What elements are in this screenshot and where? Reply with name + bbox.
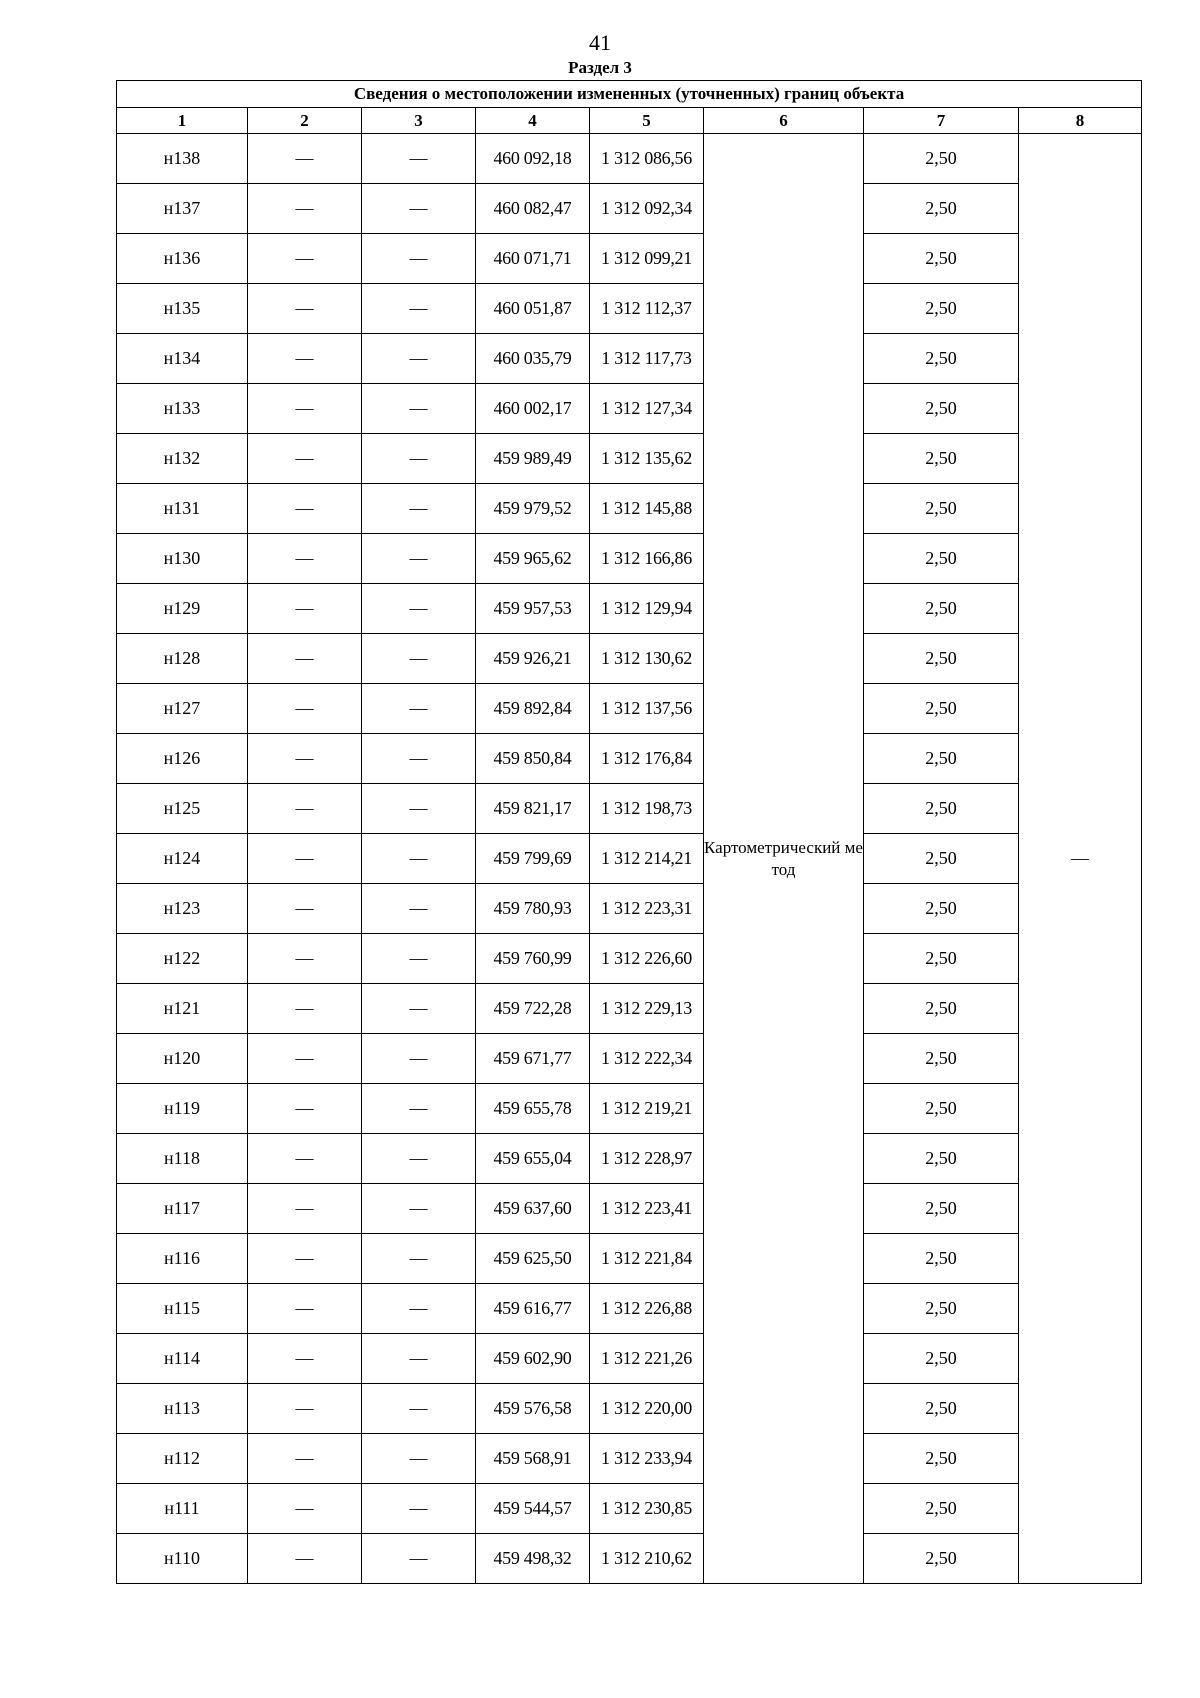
point-name-cell: н120: [117, 1034, 248, 1084]
column-2-cell: —: [248, 234, 362, 284]
x-coordinate-cell: 459 979,52: [476, 484, 590, 534]
y-coordinate-cell: 1 312 221,84: [590, 1234, 704, 1284]
accuracy-cell: 2,50: [864, 934, 1019, 984]
column-2-cell: —: [248, 1234, 362, 1284]
accuracy-cell: 2,50: [864, 334, 1019, 384]
x-coordinate-cell: 459 989,49: [476, 434, 590, 484]
x-coordinate-cell: 459 568,91: [476, 1434, 590, 1484]
x-coordinate-cell: 459 821,17: [476, 784, 590, 834]
accuracy-cell: 2,50: [864, 1534, 1019, 1584]
column-3-cell: —: [362, 1234, 476, 1284]
point-name-cell: н116: [117, 1234, 248, 1284]
y-coordinate-cell: 1 312 223,31: [590, 884, 704, 934]
column-3-cell: —: [362, 984, 476, 1034]
column-3-cell: —: [362, 184, 476, 234]
column-3-cell: —: [362, 384, 476, 434]
x-coordinate-cell: 459 602,90: [476, 1334, 590, 1384]
point-name-cell: н112: [117, 1434, 248, 1484]
y-coordinate-cell: 1 312 230,85: [590, 1484, 704, 1534]
x-coordinate-cell: 459 965,62: [476, 534, 590, 584]
point-name-cell: н118: [117, 1134, 248, 1184]
y-coordinate-cell: 1 312 117,73: [590, 334, 704, 384]
y-coordinate-cell: 1 312 099,21: [590, 234, 704, 284]
point-name-cell: н115: [117, 1284, 248, 1334]
column-2-cell: —: [248, 484, 362, 534]
y-coordinate-cell: 1 312 228,97: [590, 1134, 704, 1184]
y-coordinate-cell: 1 312 229,13: [590, 984, 704, 1034]
page-number: 41: [589, 30, 611, 55]
table-row: [117, 1084, 1142, 1134]
accuracy-cell: 2,50: [864, 634, 1019, 684]
accuracy-cell: 2,50: [864, 1234, 1019, 1284]
column-3-cell: —: [362, 534, 476, 584]
y-coordinate-cell: 1 312 222,34: [590, 1034, 704, 1084]
x-coordinate-cell: 459 671,77: [476, 1034, 590, 1084]
accuracy-cell: 2,50: [864, 1384, 1019, 1434]
column-3-cell: —: [362, 1034, 476, 1084]
column-2-cell: —: [248, 1084, 362, 1134]
column-3-cell: —: [362, 784, 476, 834]
y-coordinate-cell: 1 312 221,26: [590, 1334, 704, 1384]
column-3-cell: —: [362, 934, 476, 984]
column-number: 6: [704, 108, 864, 134]
point-name-cell: н127: [117, 684, 248, 734]
column-2-cell: —: [248, 1184, 362, 1234]
column-2-cell: —: [248, 1484, 362, 1534]
accuracy-cell: 2,50: [864, 534, 1019, 584]
x-coordinate-cell: 459 926,21: [476, 634, 590, 684]
y-coordinate-cell: 1 312 220,00: [590, 1384, 704, 1434]
column-2-cell: —: [248, 784, 362, 834]
column-2-cell: —: [248, 1284, 362, 1334]
column-8-cell: —: [1019, 134, 1142, 1584]
column-2-cell: —: [248, 384, 362, 434]
point-name-cell: н114: [117, 1334, 248, 1384]
column-3-cell: —: [362, 1184, 476, 1234]
section-title: Раздел 3: [568, 58, 632, 77]
y-coordinate-cell: 1 312 137,56: [590, 684, 704, 734]
y-coordinate-cell: 1 312 129,94: [590, 584, 704, 634]
x-coordinate-cell: 459 616,77: [476, 1284, 590, 1334]
column-2-cell: —: [248, 934, 362, 984]
accuracy-cell: 2,50: [864, 1084, 1019, 1134]
x-coordinate-cell: 459 544,57: [476, 1484, 590, 1534]
column-3-cell: —: [362, 884, 476, 934]
y-coordinate-cell: 1 312 223,41: [590, 1184, 704, 1234]
table-row: [117, 1434, 1142, 1484]
accuracy-cell: 2,50: [864, 584, 1019, 634]
accuracy-cell: 2,50: [864, 284, 1019, 334]
column-2-cell: —: [248, 884, 362, 934]
x-coordinate-cell: 459 655,78: [476, 1084, 590, 1134]
x-coordinate-cell: 460 082,47: [476, 184, 590, 234]
table-body: [117, 81, 1142, 1584]
point-name-cell: н132: [117, 434, 248, 484]
x-coordinate-cell: 460 002,17: [476, 384, 590, 434]
column-2-cell: —: [248, 134, 362, 184]
column-3-cell: —: [362, 584, 476, 634]
x-coordinate-cell: 459 655,04: [476, 1134, 590, 1184]
table-row: [117, 1384, 1142, 1434]
column-2-cell: —: [248, 1334, 362, 1384]
point-name-cell: н137: [117, 184, 248, 234]
column-3-cell: —: [362, 834, 476, 884]
column-number-row: [117, 108, 1142, 134]
column-2-cell: —: [248, 734, 362, 784]
column-2-cell: —: [248, 634, 362, 684]
column-3-cell: —: [362, 334, 476, 384]
column-3-cell: —: [362, 1284, 476, 1334]
column-3-cell: —: [362, 734, 476, 784]
accuracy-cell: 2,50: [864, 884, 1019, 934]
y-coordinate-cell: 1 312 233,94: [590, 1434, 704, 1484]
column-3-cell: —: [362, 1534, 476, 1584]
column-3-cell: —: [362, 634, 476, 684]
accuracy-cell: 2,50: [864, 134, 1019, 184]
x-coordinate-cell: 459 625,50: [476, 1234, 590, 1284]
table-row: [117, 584, 1142, 634]
y-coordinate-cell: 1 312 145,88: [590, 484, 704, 534]
column-3-cell: —: [362, 434, 476, 484]
column-number: 7: [864, 108, 1019, 134]
accuracy-cell: 2,50: [864, 1334, 1019, 1384]
column-2-cell: —: [248, 1384, 362, 1434]
table-row: [117, 1034, 1142, 1084]
x-coordinate-cell: 460 071,71: [476, 234, 590, 284]
table-row: [117, 1234, 1142, 1284]
y-coordinate-cell: 1 312 214,21: [590, 834, 704, 884]
table-row: [117, 384, 1142, 434]
accuracy-cell: 2,50: [864, 1134, 1019, 1184]
table-row: [117, 934, 1142, 984]
column-2-cell: —: [248, 434, 362, 484]
column-3-cell: —: [362, 1134, 476, 1184]
table-row: [117, 634, 1142, 684]
y-coordinate-cell: 1 312 210,62: [590, 1534, 704, 1584]
accuracy-cell: 2,50: [864, 434, 1019, 484]
method-cell: Картометрический метод: [704, 134, 864, 1584]
accuracy-cell: 2,50: [864, 1284, 1019, 1334]
table-caption: Сведения о местоположении измененных (уточненных) границ объекта: [117, 81, 1142, 108]
point-name-cell: н134: [117, 334, 248, 384]
table-row: [117, 784, 1142, 834]
y-coordinate-cell: 1 312 166,86: [590, 534, 704, 584]
column-2-cell: —: [248, 334, 362, 384]
y-coordinate-cell: 1 312 219,21: [590, 1084, 704, 1134]
table-row: [117, 234, 1142, 284]
boundary-coordinates-table: [116, 80, 1142, 1584]
accuracy-cell: 2,50: [864, 234, 1019, 284]
y-coordinate-cell: 1 312 176,84: [590, 734, 704, 784]
column-3-cell: —: [362, 234, 476, 284]
x-coordinate-cell: 459 760,99: [476, 934, 590, 984]
accuracy-cell: 2,50: [864, 1434, 1019, 1484]
column-3-cell: —: [362, 134, 476, 184]
table-row: [117, 984, 1142, 1034]
column-2-cell: —: [248, 984, 362, 1034]
x-coordinate-cell: 459 780,93: [476, 884, 590, 934]
column-3-cell: —: [362, 284, 476, 334]
x-coordinate-cell: 460 051,87: [476, 284, 590, 334]
y-coordinate-cell: 1 312 127,34: [590, 384, 704, 434]
table-row: [117, 534, 1142, 584]
column-number: 4: [476, 108, 590, 134]
accuracy-cell: 2,50: [864, 734, 1019, 784]
table-row: [117, 1484, 1142, 1534]
column-2-cell: —: [248, 534, 362, 584]
point-name-cell: н128: [117, 634, 248, 684]
column-3-cell: —: [362, 1384, 476, 1434]
y-coordinate-cell: 1 312 092,34: [590, 184, 704, 234]
x-coordinate-cell: 459 957,53: [476, 584, 590, 634]
accuracy-cell: 2,50: [864, 834, 1019, 884]
y-coordinate-cell: 1 312 226,88: [590, 1284, 704, 1334]
column-3-cell: —: [362, 484, 476, 534]
accuracy-cell: 2,50: [864, 684, 1019, 734]
column-number: 3: [362, 108, 476, 134]
accuracy-cell: 2,50: [864, 984, 1019, 1034]
column-3-cell: —: [362, 684, 476, 734]
point-name-cell: н129: [117, 584, 248, 634]
table-row: [117, 284, 1142, 334]
point-name-cell: н130: [117, 534, 248, 584]
accuracy-cell: 2,50: [864, 184, 1019, 234]
table-row: [117, 184, 1142, 234]
x-coordinate-cell: 459 722,28: [476, 984, 590, 1034]
x-coordinate-cell: 459 892,84: [476, 684, 590, 734]
column-2-cell: —: [248, 1034, 362, 1084]
column-2-cell: —: [248, 284, 362, 334]
column-3-cell: —: [362, 1334, 476, 1384]
table-row: [117, 884, 1142, 934]
point-name-cell: н136: [117, 234, 248, 284]
point-name-cell: н133: [117, 384, 248, 434]
x-coordinate-cell: 459 799,69: [476, 834, 590, 884]
accuracy-cell: 2,50: [864, 1484, 1019, 1534]
column-2-cell: —: [248, 1534, 362, 1584]
x-coordinate-cell: 459 637,60: [476, 1184, 590, 1234]
column-2-cell: —: [248, 834, 362, 884]
column-2-cell: —: [248, 184, 362, 234]
point-name-cell: н125: [117, 784, 248, 834]
column-number: 5: [590, 108, 704, 134]
y-coordinate-cell: 1 312 130,62: [590, 634, 704, 684]
point-name-cell: н117: [117, 1184, 248, 1234]
point-name-cell: н111: [117, 1484, 248, 1534]
table-row: [117, 1284, 1142, 1334]
point-name-cell: н122: [117, 934, 248, 984]
column-2-cell: —: [248, 584, 362, 634]
y-coordinate-cell: 1 312 112,37: [590, 284, 704, 334]
table-row: [117, 134, 1142, 184]
x-coordinate-cell: 459 576,58: [476, 1384, 590, 1434]
table-row: [117, 1184, 1142, 1234]
column-3-cell: —: [362, 1434, 476, 1484]
x-coordinate-cell: 460 035,79: [476, 334, 590, 384]
column-number: 8: [1019, 108, 1142, 134]
point-name-cell: н131: [117, 484, 248, 534]
point-name-cell: н126: [117, 734, 248, 784]
column-2-cell: —: [248, 1134, 362, 1184]
point-name-cell: н138: [117, 134, 248, 184]
point-name-cell: н121: [117, 984, 248, 1034]
column-number: 1: [117, 108, 248, 134]
table-row: [117, 1334, 1142, 1384]
table-row: [117, 684, 1142, 734]
x-coordinate-cell: 460 092,18: [476, 134, 590, 184]
point-name-cell: н124: [117, 834, 248, 884]
x-coordinate-cell: 459 850,84: [476, 734, 590, 784]
accuracy-cell: 2,50: [864, 384, 1019, 434]
column-2-cell: —: [248, 1434, 362, 1484]
point-name-cell: н135: [117, 284, 248, 334]
column-2-cell: —: [248, 684, 362, 734]
accuracy-cell: 2,50: [864, 1184, 1019, 1234]
column-3-cell: —: [362, 1084, 476, 1134]
accuracy-cell: 2,50: [864, 1034, 1019, 1084]
y-coordinate-cell: 1 312 198,73: [590, 784, 704, 834]
y-coordinate-cell: 1 312 226,60: [590, 934, 704, 984]
point-name-cell: н113: [117, 1384, 248, 1434]
table-caption-row: [117, 81, 1142, 108]
column-3-cell: —: [362, 1484, 476, 1534]
table-row: [117, 484, 1142, 534]
table-row: [117, 1134, 1142, 1184]
y-coordinate-cell: 1 312 135,62: [590, 434, 704, 484]
table-row: [117, 734, 1142, 784]
table-row: [117, 334, 1142, 384]
point-name-cell: н110: [117, 1534, 248, 1584]
y-coordinate-cell: 1 312 086,56: [590, 134, 704, 184]
point-name-cell: н119: [117, 1084, 248, 1134]
accuracy-cell: 2,50: [864, 784, 1019, 834]
x-coordinate-cell: 459 498,32: [476, 1534, 590, 1584]
point-name-cell: н123: [117, 884, 248, 934]
table-row: [117, 834, 1142, 884]
column-number: 2: [248, 108, 362, 134]
accuracy-cell: 2,50: [864, 484, 1019, 534]
table-row: [117, 434, 1142, 484]
table-row: [117, 1534, 1142, 1584]
